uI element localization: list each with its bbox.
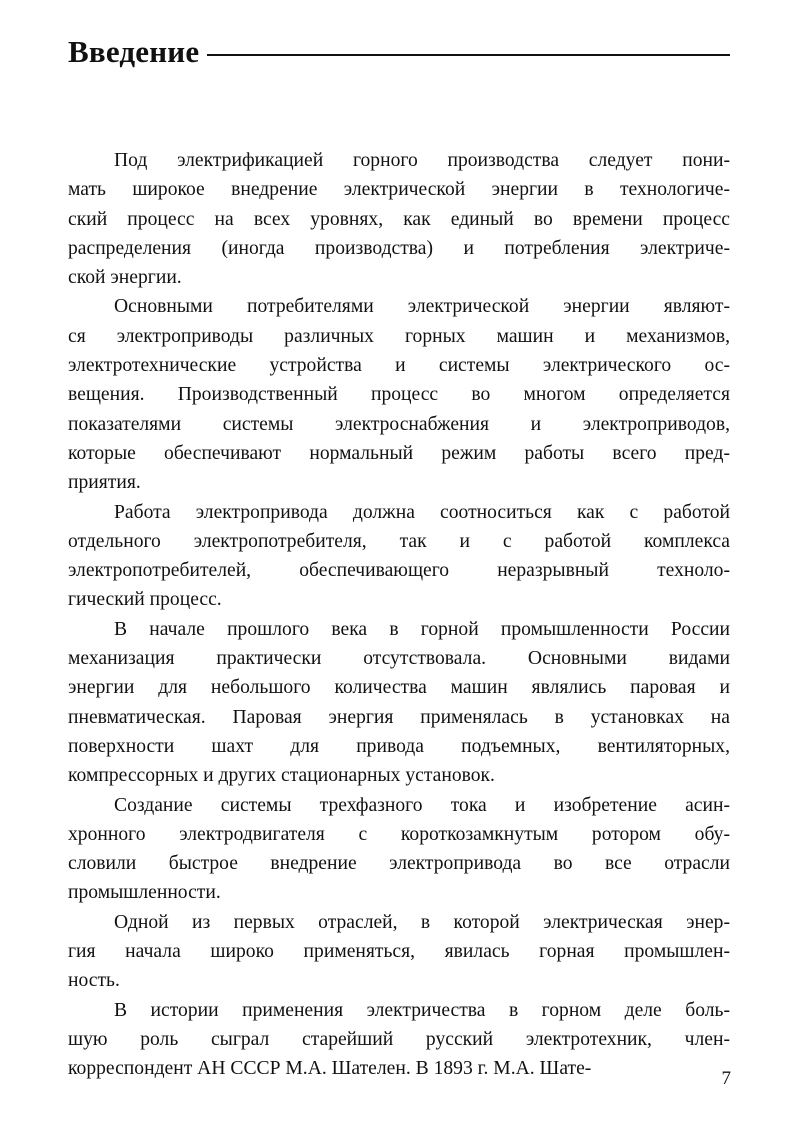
heading-rule: [207, 54, 730, 56]
paragraph-line: электропотребителей, обеспечивающего неразрывный техноло-: [68, 560, 730, 582]
paragraph-line: пневматическая. Паровая энергия применялась в установках на: [68, 706, 730, 728]
paragraph-line: гический процесс.: [68, 589, 222, 611]
paragraph-line: шую роль сыграл старейший русский электротехник, член-: [68, 1028, 730, 1050]
paragraph-line: ский процесс на всех уровнях, как единый во времени процесс: [68, 208, 730, 230]
page-title: Введение: [68, 34, 200, 69]
paragraph-line: мать широкое внедрение электрической энергии в технологиче-: [68, 179, 730, 201]
paragraph-line: В истории применения электричества в горном деле боль-: [114, 999, 730, 1021]
paragraph-line: энергии для небольшого количества машин являлись паровая и: [68, 677, 730, 699]
paragraph-line: Создание системы трехфазного тока и изобретение асин-: [114, 794, 730, 816]
paragraph: [68, 908, 730, 996]
paragraph-line: ся электроприводы различных горных машин и механизмов,: [68, 325, 730, 347]
paragraph-line: Работа электропривода должна соотноситься как с работой: [114, 501, 730, 523]
paragraph-line: вещения. Производственный процесс во многом определяется: [68, 384, 730, 406]
paragraph-line: ность.: [68, 970, 120, 992]
paragraph: [68, 292, 730, 497]
paragraph: [68, 791, 730, 908]
heading-row: [68, 28, 730, 76]
page-number: 7: [721, 1068, 731, 1089]
paragraph-line: отдельного электропотребителя, так и с работой комплекса: [68, 530, 730, 552]
paragraph-line: компрессорных и других стационарных установок.: [68, 765, 495, 787]
paragraph: [68, 996, 730, 1084]
body-text: [68, 146, 730, 1084]
paragraph-line: словили быстрое внедрение электропривода во все отрасли: [68, 853, 730, 875]
paragraph-line: гия начала широко применяться, явилась горная промышлен-: [68, 941, 730, 963]
paragraph-line: Одной из первых отраслей, в которой электрическая энер-: [114, 911, 730, 933]
paragraph: [68, 615, 730, 791]
paragraph-line: которые обеспечивают нормальный режим работы всего пред-: [68, 442, 730, 464]
paragraph-line: корреспондент АН СССР М.А. Шателен. В 1893 г. М.А. Шате-: [68, 1058, 592, 1080]
paragraph-line: В начале прошлого века в горной промышленности России: [114, 618, 730, 640]
paragraph: [68, 146, 730, 292]
paragraph-line: Под электрификацией горного производства следует пони-: [114, 150, 730, 171]
paragraph-line: поверхности шахт для привода подъемных, вентиляторных,: [68, 735, 730, 757]
paragraph-line: приятия.: [68, 472, 141, 494]
paragraph-line: Основными потребителями электрической энергии являют-: [114, 296, 730, 318]
paragraph-line: хронного электродвигателя с короткозамкнутым ротором обу-: [68, 823, 730, 845]
paragraph-line: промышленности.: [68, 882, 221, 904]
paragraph: [68, 498, 730, 615]
paragraph-line: механизация практически отсутствовала. Основными видами: [68, 648, 730, 670]
paragraph-line: ской энергии.: [68, 267, 182, 289]
paragraph-line: распределения (иногда производства) и потребления электриче-: [68, 237, 730, 259]
paragraph-line: показателями системы электроснабжения и электроприводов,: [68, 413, 730, 435]
paragraph-line: электротехнические устройства и системы электрического ос-: [68, 355, 730, 377]
